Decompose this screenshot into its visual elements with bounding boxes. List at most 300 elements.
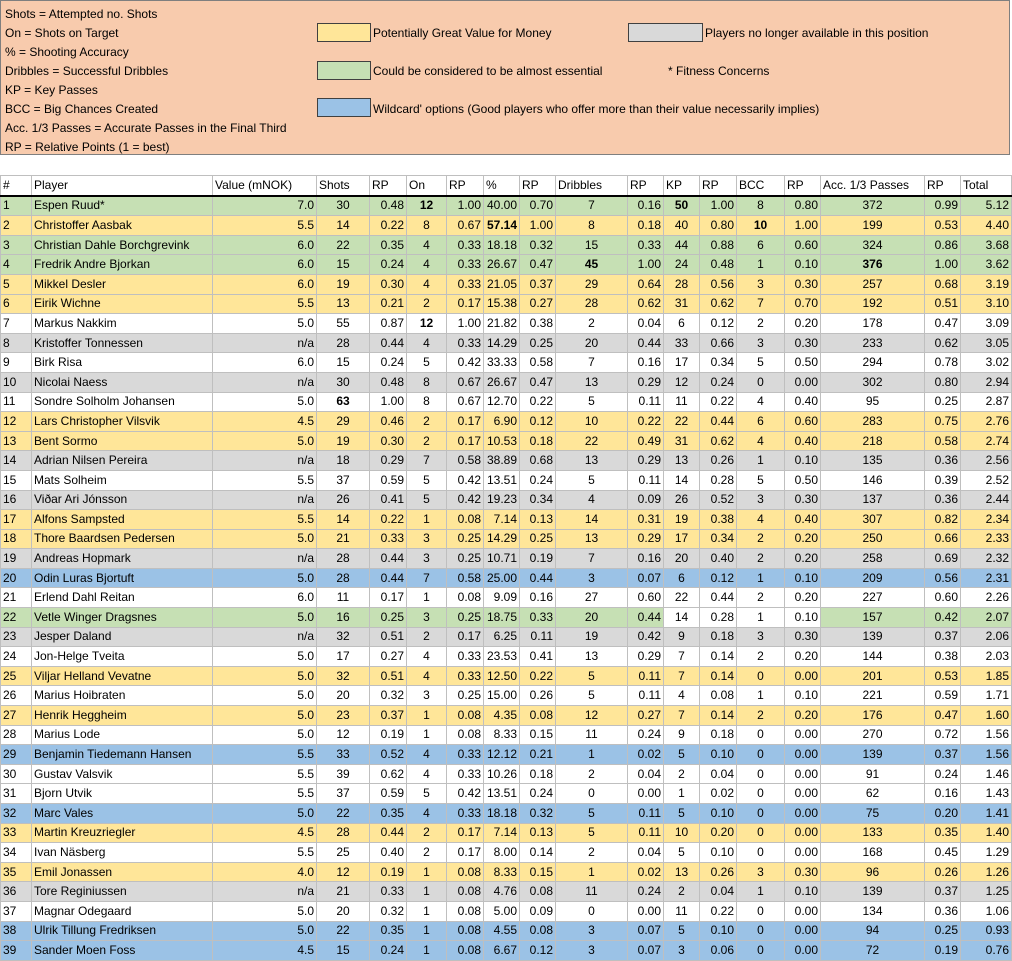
cell-acc: 139 [821,745,925,765]
cell-rp1: 0.32 [370,901,407,921]
cell-rp4: 0.11 [628,392,664,412]
player-name-cell: Mats Solheim [32,470,213,490]
cell-shots: 25 [317,843,370,863]
cell-value: 5.5 [213,294,317,314]
cell-rp6: 0.20 [785,706,821,726]
cell-rp3: 0.16 [520,588,556,608]
cell-dribbles: 13 [556,451,628,471]
cell-rp4: 0.11 [628,666,664,686]
cell-rp3: 0.15 [520,862,556,882]
cell-n: 10 [1,372,32,392]
cell-shots: 33 [317,745,370,765]
cell-value: 5.5 [213,216,317,236]
cell-shots: 11 [317,588,370,608]
cell-on: 5 [407,490,447,510]
cell-rp1: 0.22 [370,510,407,530]
cell-kp: 20 [664,549,700,569]
cell-on: 2 [407,823,447,843]
cell-rp6: 0.00 [785,823,821,843]
cell-pct: 18.18 [484,235,520,255]
cell-rp1: 0.59 [370,784,407,804]
cell-rp6: 0.00 [785,725,821,745]
cell-acc: 75 [821,804,925,824]
cell-pct: 8.00 [484,843,520,863]
col-header-value: Value (mNOK) [213,176,317,196]
cell-bcc: 3 [737,333,785,353]
cell-acc: 146 [821,470,925,490]
cell-kp: 5 [664,921,700,941]
cell-acc: 176 [821,706,925,726]
cell-n: 14 [1,451,32,471]
cell-rp2: 0.33 [447,745,484,765]
cell-dribbles: 3 [556,921,628,941]
table-row [1,666,1012,686]
cell-rp7: 0.37 [925,627,961,647]
cell-shots: 28 [317,568,370,588]
cell-rp7: 0.42 [925,608,961,628]
player-name-cell: Magnar Odegaard [32,901,213,921]
cell-dribbles: 28 [556,294,628,314]
cell-rp6: 0.20 [785,529,821,549]
cell-acc: 201 [821,666,925,686]
cell-n: 6 [1,294,32,314]
legend-definition: % = Shooting Accuracy [5,45,129,59]
cell-dribbles: 7 [556,549,628,569]
cell-kp: 12 [664,372,700,392]
cell-dribbles: 22 [556,431,628,451]
cell-rp4: 0.64 [628,274,664,294]
cell-value: n/a [213,882,317,902]
cell-rp1: 0.33 [370,529,407,549]
cell-value: 5.0 [213,608,317,628]
cell-n: 19 [1,549,32,569]
cell-rp4: 0.00 [628,901,664,921]
cell-n: 32 [1,804,32,824]
cell-rp2: 0.67 [447,372,484,392]
cell-rp3: 0.26 [520,686,556,706]
cell-rp3: 0.08 [520,921,556,941]
cell-rp6: 0.10 [785,882,821,902]
cell-total: 3.09 [961,314,1012,334]
cell-total: 1.71 [961,686,1012,706]
swatch-label-green: Could be considered to be almost essential [373,64,603,78]
cell-total: 2.03 [961,647,1012,667]
cell-rp5: 0.06 [700,941,737,961]
cell-n: 15 [1,470,32,490]
cell-n: 27 [1,706,32,726]
cell-rp6: 0.60 [785,235,821,255]
cell-rp6: 0.00 [785,804,821,824]
cell-rp1: 0.27 [370,647,407,667]
cell-bcc: 7 [737,294,785,314]
cell-shots: 18 [317,451,370,471]
cell-n: 39 [1,941,32,961]
cell-rp4: 0.11 [628,470,664,490]
table-row [1,725,1012,745]
cell-n: 34 [1,843,32,863]
cell-rp7: 0.75 [925,412,961,432]
cell-rp3: 0.12 [520,412,556,432]
cell-kp: 5 [664,745,700,765]
table-row [1,882,1012,902]
cell-rp3: 0.19 [520,549,556,569]
cell-rp3: 0.18 [520,431,556,451]
cell-bcc: 0 [737,804,785,824]
cell-n: 11 [1,392,32,412]
player-name-cell: Jesper Daland [32,627,213,647]
cell-n: 5 [1,274,32,294]
cell-shots: 15 [317,353,370,373]
player-stats-table [0,175,1012,961]
table-row [1,274,1012,294]
cell-acc: 94 [821,921,925,941]
cell-value: 4.5 [213,823,317,843]
cell-rp1: 0.40 [370,843,407,863]
cell-rp6: 0.00 [785,764,821,784]
cell-total: 2.94 [961,372,1012,392]
cell-rp5: 0.26 [700,862,737,882]
cell-pct: 18.75 [484,608,520,628]
cell-rp3: 0.21 [520,745,556,765]
cell-value: 4.5 [213,412,317,432]
cell-acc: 376 [821,255,925,275]
cell-value: 5.5 [213,510,317,530]
cell-pct: 6.67 [484,941,520,961]
player-name-cell: Tore Reginiussen [32,882,213,902]
cell-pct: 7.14 [484,823,520,843]
cell-kp: 19 [664,510,700,530]
cell-on: 1 [407,901,447,921]
player-name-cell: Vetle Winger Dragsnes [32,608,213,628]
cell-kp: 3 [664,941,700,961]
cell-rp4: 0.27 [628,706,664,726]
cell-bcc: 0 [737,764,785,784]
table-row [1,588,1012,608]
table-row [1,608,1012,628]
cell-kp: 9 [664,627,700,647]
cell-n: 35 [1,862,32,882]
cell-bcc: 3 [737,862,785,882]
cell-total: 1.85 [961,666,1012,686]
cell-dribbles: 8 [556,216,628,236]
cell-rp5: 0.52 [700,490,737,510]
cell-rp3: 0.47 [520,372,556,392]
cell-total: 2.07 [961,608,1012,628]
cell-total: 3.19 [961,274,1012,294]
cell-total: 5.12 [961,196,1012,216]
table-row [1,568,1012,588]
cell-pct: 15.00 [484,686,520,706]
cell-on: 7 [407,451,447,471]
cell-rp2: 0.33 [447,235,484,255]
cell-rp4: 0.16 [628,196,664,216]
cell-shots: 22 [317,804,370,824]
cell-dribbles: 11 [556,725,628,745]
cell-rp1: 0.32 [370,686,407,706]
cell-rp3: 0.14 [520,843,556,863]
cell-pct: 21.05 [484,274,520,294]
cell-dribbles: 2 [556,843,628,863]
cell-acc: 62 [821,784,925,804]
cell-dribbles: 7 [556,353,628,373]
cell-rp6: 0.00 [785,901,821,921]
cell-value: 5.0 [213,666,317,686]
legend-definition: Acc. 1/3 Passes = Accurate Passes in the Final Third [5,121,287,135]
cell-rp1: 0.44 [370,568,407,588]
cell-n: 22 [1,608,32,628]
table-row [1,196,1012,216]
cell-rp5: 0.34 [700,353,737,373]
cell-rp1: 0.52 [370,745,407,765]
cell-n: 8 [1,333,32,353]
cell-acc: 139 [821,882,925,902]
cell-bcc: 0 [737,666,785,686]
cell-rp2: 1.00 [447,314,484,334]
cell-acc: 178 [821,314,925,334]
col-header-rp: RP [925,176,961,196]
cell-rp7: 0.26 [925,862,961,882]
cell-dribbles: 13 [556,529,628,549]
cell-rp1: 0.17 [370,588,407,608]
cell-rp5: 0.10 [700,804,737,824]
player-name-cell: Eirik Wichne [32,294,213,314]
cell-shots: 16 [317,608,370,628]
cell-pct: 26.67 [484,255,520,275]
cell-rp7: 0.72 [925,725,961,745]
cell-on: 8 [407,392,447,412]
cell-total: 1.41 [961,804,1012,824]
cell-shots: 12 [317,862,370,882]
player-name-cell: Gustav Valsvik [32,764,213,784]
cell-rp7: 0.60 [925,588,961,608]
player-name-cell: Sander Moen Foss [32,941,213,961]
table-row [1,941,1012,961]
cell-pct: 19.23 [484,490,520,510]
player-name-cell: Viljar Helland Vevatne [32,666,213,686]
cell-rp4: 0.16 [628,353,664,373]
cell-rp5: 0.62 [700,294,737,314]
cell-rp2: 0.33 [447,255,484,275]
cell-pct: 13.51 [484,784,520,804]
cell-pct: 14.29 [484,529,520,549]
cell-rp4: 0.02 [628,745,664,765]
cell-pct: 4.76 [484,882,520,902]
cell-rp4: 0.42 [628,627,664,647]
cell-dribbles: 5 [556,666,628,686]
cell-rp6: 0.10 [785,608,821,628]
cell-rp5: 0.08 [700,686,737,706]
cell-rp6: 0.30 [785,490,821,510]
cell-on: 3 [407,608,447,628]
player-name-cell: Erlend Dahl Reitan [32,588,213,608]
cell-rp4: 0.07 [628,568,664,588]
cell-on: 2 [407,431,447,451]
cell-rp7: 0.78 [925,353,961,373]
cell-rp4: 0.00 [628,784,664,804]
player-name-cell: Adrian Nilsen Pereira [32,451,213,471]
table-row [1,784,1012,804]
legend-box [0,0,1010,155]
cell-on: 1 [407,706,447,726]
cell-on: 1 [407,941,447,961]
cell-rp5: 0.26 [700,451,737,471]
cell-kp: 13 [664,862,700,882]
table-row [1,901,1012,921]
cell-dribbles: 2 [556,314,628,334]
cell-shots: 29 [317,412,370,432]
cell-shots: 28 [317,823,370,843]
col-header-rp: RP [520,176,556,196]
cell-rp3: 0.32 [520,804,556,824]
cell-rp6: 0.10 [785,255,821,275]
cell-dribbles: 5 [556,804,628,824]
cell-rp2: 0.08 [447,901,484,921]
player-name-cell: Thore Baardsen Pedersen [32,529,213,549]
cell-rp4: 0.02 [628,862,664,882]
cell-pct: 8.33 [484,862,520,882]
table-row [1,392,1012,412]
cell-total: 0.93 [961,921,1012,941]
cell-rp4: 0.11 [628,686,664,706]
cell-on: 4 [407,666,447,686]
cell-pct: 57.14 [484,216,520,236]
cell-rp6: 0.70 [785,294,821,314]
cell-rp1: 0.24 [370,255,407,275]
cell-n: 12 [1,412,32,432]
col-header-number: # [1,176,32,196]
cell-rp4: 0.04 [628,843,664,863]
cell-kp: 14 [664,608,700,628]
cell-rp7: 0.86 [925,235,961,255]
cell-n: 21 [1,588,32,608]
cell-n: 18 [1,529,32,549]
cell-on: 7 [407,568,447,588]
cell-rp7: 0.99 [925,196,961,216]
cell-kp: 10 [664,823,700,843]
cell-n: 33 [1,823,32,843]
cell-bcc: 0 [737,823,785,843]
cell-rp5: 0.38 [700,510,737,530]
cell-rp3: 0.37 [520,274,556,294]
cell-rp5: 0.88 [700,235,737,255]
cell-rp5: 0.14 [700,706,737,726]
cell-rp2: 0.25 [447,608,484,628]
cell-rp7: 0.69 [925,549,961,569]
cell-total: 4.40 [961,216,1012,236]
cell-rp5: 0.28 [700,470,737,490]
cell-rp1: 0.48 [370,196,407,216]
player-name-cell: Jon-Helge Tveita [32,647,213,667]
cell-dribbles: 19 [556,627,628,647]
cell-pct: 25.00 [484,568,520,588]
cell-rp2: 0.08 [447,862,484,882]
cell-acc: 294 [821,353,925,373]
table-row [1,372,1012,392]
player-name-cell: Marius Hoibraten [32,686,213,706]
cell-acc: 91 [821,764,925,784]
cell-kp: 28 [664,274,700,294]
cell-rp7: 0.47 [925,706,961,726]
cell-on: 1 [407,588,447,608]
cell-on: 5 [407,784,447,804]
cell-acc: 144 [821,647,925,667]
cell-acc: 137 [821,490,925,510]
cell-kp: 7 [664,706,700,726]
player-name-cell: Marc Vales [32,804,213,824]
cell-rp5: 0.56 [700,274,737,294]
cell-total: 1.06 [961,901,1012,921]
cell-rp3: 0.12 [520,941,556,961]
cell-rp1: 0.22 [370,216,407,236]
cell-dribbles: 1 [556,862,628,882]
table-row [1,529,1012,549]
cell-total: 3.02 [961,353,1012,373]
cell-rp7: 0.56 [925,568,961,588]
cell-rp6: 0.20 [785,549,821,569]
cell-n: 17 [1,510,32,530]
cell-rp6: 0.80 [785,196,821,216]
cell-bcc: 3 [737,274,785,294]
cell-on: 2 [407,412,447,432]
cell-rp5: 0.66 [700,333,737,353]
cell-rp1: 0.21 [370,294,407,314]
cell-rp6: 0.00 [785,921,821,941]
cell-rp7: 0.37 [925,745,961,765]
cell-rp6: 0.10 [785,686,821,706]
cell-dribbles: 27 [556,588,628,608]
cell-rp6: 0.10 [785,451,821,471]
cell-rp5: 0.12 [700,314,737,334]
cell-acc: 139 [821,627,925,647]
player-name-cell: Marius Lode [32,725,213,745]
player-name-cell: Alfons Sampsted [32,510,213,530]
cell-total: 1.26 [961,862,1012,882]
cell-rp7: 0.66 [925,529,961,549]
cell-dribbles: 12 [556,706,628,726]
cell-rp4: 0.29 [628,647,664,667]
cell-on: 3 [407,529,447,549]
cell-pct: 12.50 [484,666,520,686]
cell-rp6: 0.00 [785,745,821,765]
cell-dribbles: 4 [556,490,628,510]
table-row [1,862,1012,882]
cell-rp2: 0.08 [447,921,484,941]
cell-rp1: 0.25 [370,608,407,628]
cell-rp6: 1.00 [785,216,821,236]
cell-rp4: 0.60 [628,588,664,608]
cell-bcc: 0 [737,372,785,392]
cell-shots: 19 [317,274,370,294]
cell-shots: 28 [317,333,370,353]
cell-rp4: 0.29 [628,529,664,549]
cell-rp3: 0.13 [520,823,556,843]
table-row [1,431,1012,451]
cell-pct: 4.35 [484,706,520,726]
cell-dribbles: 0 [556,784,628,804]
cell-value: 5.0 [213,392,317,412]
cell-rp6: 0.30 [785,333,821,353]
cell-total: 2.87 [961,392,1012,412]
cell-rp2: 0.42 [447,353,484,373]
cell-acc: 324 [821,235,925,255]
cell-rp1: 0.46 [370,412,407,432]
cell-rp2: 0.58 [447,451,484,471]
cell-pct: 10.71 [484,549,520,569]
cell-shots: 22 [317,921,370,941]
cell-rp3: 0.68 [520,451,556,471]
cell-rp2: 0.33 [447,274,484,294]
cell-bcc: 3 [737,490,785,510]
